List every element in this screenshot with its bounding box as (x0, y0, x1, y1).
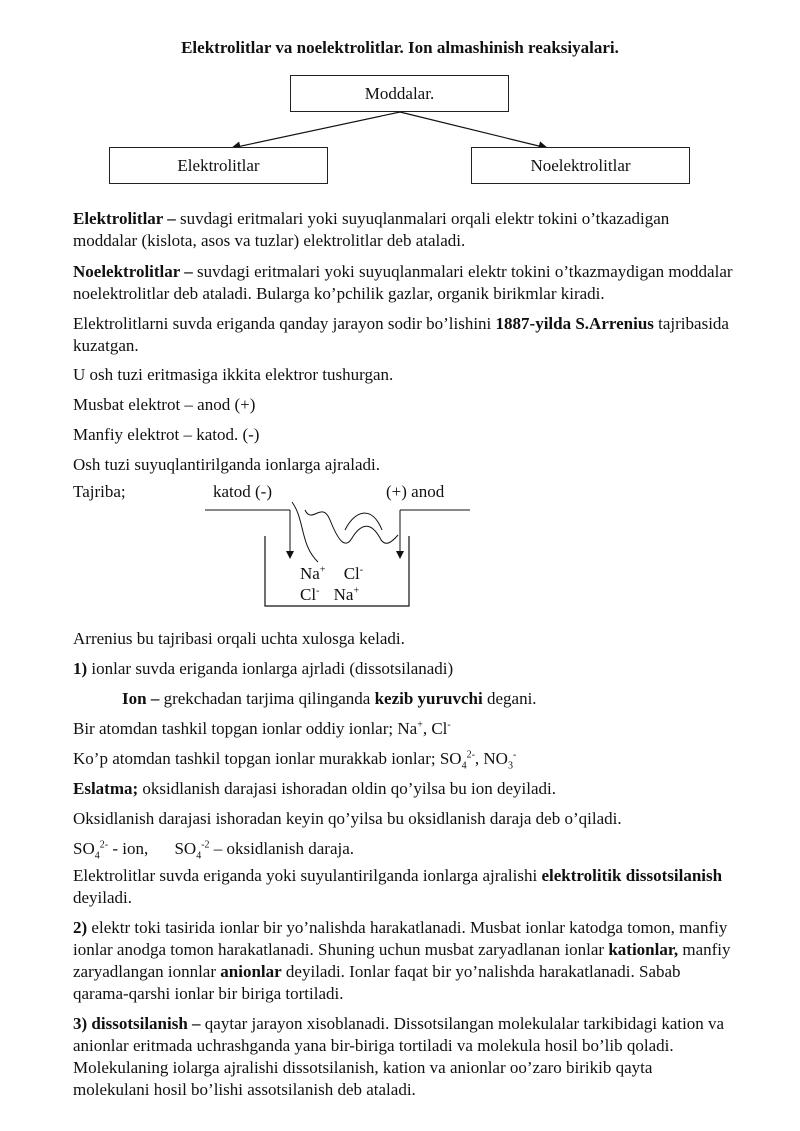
conclusion-number: 1) (73, 659, 88, 678)
paragraph-text: suvdagi eritmalari yoki suyuqlanmalari elektr tokini o’tkazmaydigan moddalar noelektrolitlar deb ataladi. Bularga ko’pchilik gazlar, organik birikmlar kiradi. (73, 262, 733, 303)
formula-text: SO (174, 839, 197, 858)
paragraph-text: manfiy zaryadlangan ionnlar (73, 940, 731, 981)
chloride-ion: Cl (343, 564, 360, 583)
paragraph-text: grekchadan tarjima qilinganda (159, 689, 375, 708)
oxidation-line: Oksidlanish darajasi ishoradan keyin qo’yilsa bu oksidlanish daraja deb o’qiladi. (73, 809, 622, 828)
paragraph-text: ionlar suvda eriganda ionlarga ajrladi (dissotsilanadi) (87, 659, 454, 678)
ion-row-1 (300, 564, 363, 584)
paragraph-arrhenius (73, 313, 733, 357)
diagram-root-box: Moddalar. (290, 75, 509, 112)
note-line (73, 778, 733, 800)
paragraph-text: elektr toki tasirida ionlar bir yo’nalishda harakatlanadi. Musbat ionlar katodga tomon, manfiy ionlar anodga tomon harakatlanadi. Shuning uchun musbat zaryadlanan ionlar (73, 918, 728, 959)
sodium-ion: Na (300, 564, 320, 583)
ion-row-2 (300, 585, 359, 605)
bold-text: kezib yuruvchi (374, 689, 483, 708)
paragraph-text: Elektrolitlarni suvda eriganda qanday jarayon sodir bo’lishini (73, 314, 496, 333)
sodium-ion: Na (333, 585, 354, 604)
ion-charge: + (417, 719, 423, 731)
subscript: 3 (507, 760, 513, 772)
paragraph-text: , NO (474, 749, 508, 768)
formula-text: SO (73, 839, 95, 858)
paragraph-text: tajribasida kuzatgan. (73, 314, 729, 355)
paragraph-text: suvdagi eritmalari yoki suyuqlanmalari orqali elektr tokini o’tkazadigan moddalar (kislota, asos va tuzlar) elektrolitlar deb ataladi. (73, 209, 670, 250)
paragraph-text: Ko’p atomdan tashkil topgan ionlar murakkab ionlar; SO (73, 749, 462, 768)
ion-definition (122, 688, 782, 710)
conclusion-number: 3) dissotsilanish – (73, 1014, 201, 1033)
paragraph-text: - ion, (108, 839, 149, 858)
anode-label: (+) anod (386, 482, 445, 501)
conclusion-1 (73, 658, 733, 680)
paragraph-text: degani. (482, 689, 537, 708)
diagram-right-box: Noelektrolitlar (471, 147, 690, 184)
term-electrolytes: Elektrolitlar – (73, 209, 176, 228)
dissociation-definition (73, 865, 733, 909)
bold-text: 1887-yilda S.Arrenius (495, 314, 654, 333)
paragraph-text: qaytar jarayon xisoblanadi. Dissotsilangan molekulalar tarkibidagi kation va anionlar eritmada uchrashganda yana bir-biriga tortiladi va molekula hosil bo’lib qoladi. Molekulaning iolarga ajralishi dissotsilanish, kation va anionlar oo’zaro birikib qayta molekulani hosil bo’lishi assotsilanish deb ataladi. (73, 1014, 725, 1099)
conclusion-number: 2) (73, 918, 88, 937)
paragraph-text: – oksidlanish daraja. (209, 839, 355, 858)
line-conclusions: Arrenius bu tajribasi orqali uchta xulosga keladi. (73, 629, 405, 648)
conclusion-3 (73, 1013, 733, 1101)
paragraph-text: deyiladi. Ionlar faqat bir yo’nalishda harakatlanadi. Sabab qarama-qarshi ionlar bir biriga tortiladi. (73, 962, 681, 1003)
paragraph-electrolytes (73, 208, 733, 252)
line-salt-solution: U osh tuzi eritmasiga ikkita elektror tushurgan. (73, 365, 394, 384)
simple-ions-line (73, 718, 733, 740)
cathode-label: katod (-) (213, 482, 273, 501)
line-anode: Musbat elektrot – anod (+) (73, 395, 256, 414)
subscript: 4 (196, 850, 202, 862)
sulfate-example-line (73, 838, 733, 860)
paragraph-text: Bir atomdan tashkil topgan ionlar oddiy ionlar; Na (73, 719, 418, 738)
term-ion: Ion – (122, 689, 160, 708)
complex-ions-line (73, 748, 733, 770)
ion-charge: - (359, 564, 364, 576)
paragraph-text: Elektrolitlar suvda eriganda yoki suyulantirilganda ionlarga ajralishi (73, 866, 542, 885)
line-ionization: Osh tuzi suyuqlantirilganda ionlarga ajraladi. (73, 455, 381, 474)
subscript: 4 (461, 760, 467, 772)
conclusion-2 (73, 917, 733, 1005)
ion-charge: 2- (466, 749, 475, 761)
term-note: Eslatma; (73, 779, 139, 798)
subscript: 4 (94, 850, 100, 862)
ion-charge: - (316, 585, 320, 597)
ion-charge: - (447, 719, 451, 731)
paragraph-nonelectrolytes (73, 261, 733, 305)
ion-charge: - (512, 749, 517, 761)
chloride-ion: Cl (300, 585, 317, 604)
electrolysis-apparatus (0, 500, 800, 640)
term-nonelectrolytes: Noelektrolitlar – (73, 262, 193, 281)
bold-text: kationlar, (608, 940, 679, 959)
line-cathode: Manfiy elektrot – katod. (-) (73, 425, 260, 444)
ion-charge: + (319, 564, 326, 576)
paragraph-text: deyiladi. (73, 888, 133, 907)
paragraph-text: oksidlanish darajasi ishoradan oldin qo’yilsa bu ion deyiladi. (138, 779, 557, 798)
page-title: Elektrolitlar va noelektrolitlar. Ion almashinish reaksiyalari. (181, 38, 619, 57)
oxidation-state: -2 (201, 839, 210, 851)
bold-text: elektrolitik dissotsilanish (541, 866, 723, 885)
paragraph-text: , Cl (422, 719, 448, 738)
bold-text: anionlar (220, 962, 282, 981)
experiment-label: Tajriba; (73, 482, 126, 501)
diagram-left-box: Elektrolitlar (109, 147, 328, 184)
ion-charge: 2- (99, 839, 109, 851)
ion-charge: + (353, 585, 360, 597)
